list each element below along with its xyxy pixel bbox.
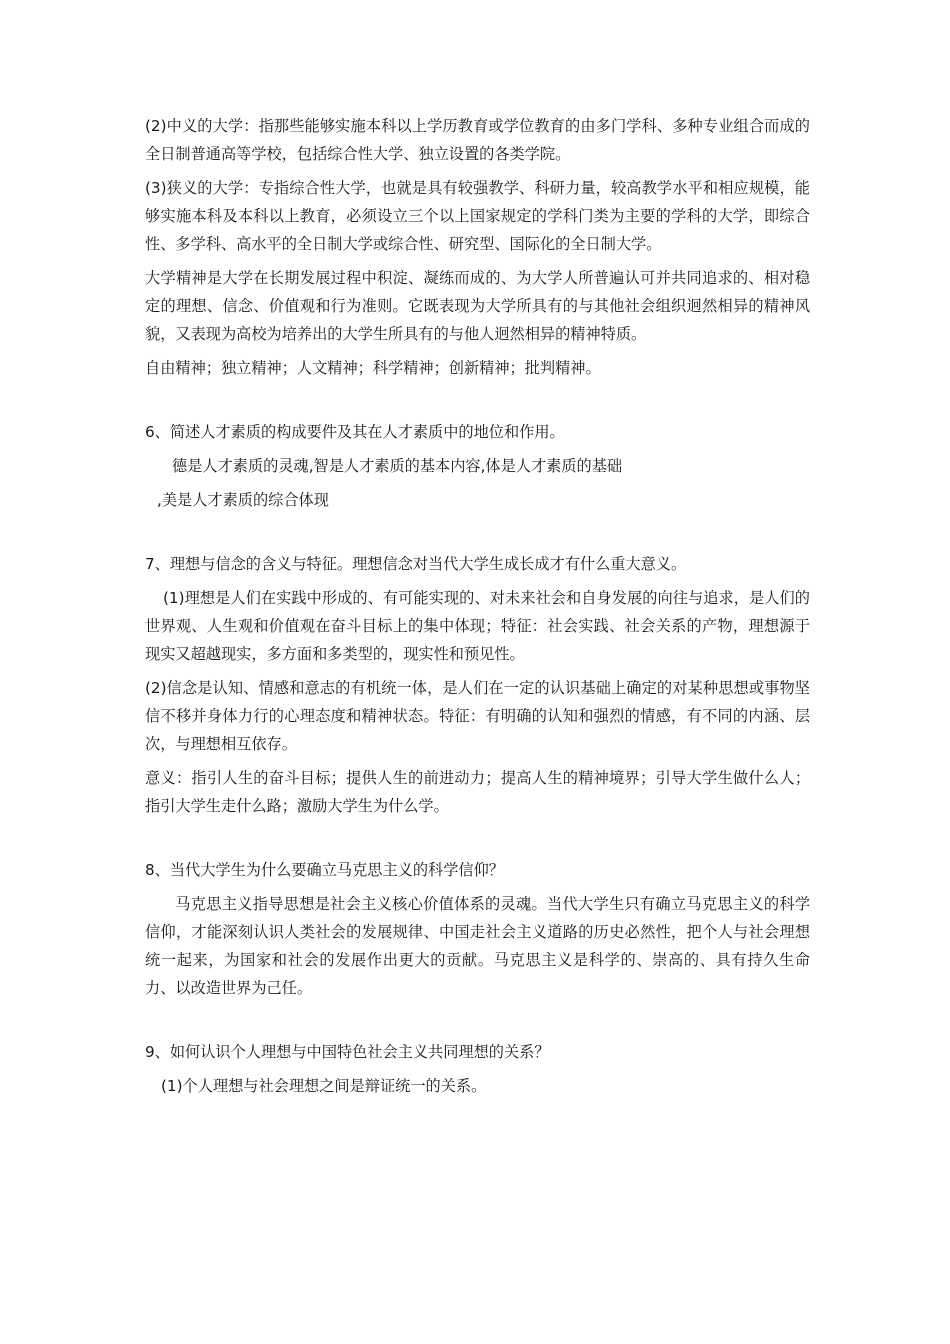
question-9: 9、如何认识个人理想与中国特色社会主义共同理想的关系？: [145, 1043, 550, 1061]
question-8: 8、当代大学生为什么要确立马克思主义的科学信仰？: [145, 861, 504, 879]
answer-7-belief: (2)信念是认知、情感和意志的有机统一体，是人们在一定的认识基础上确定的对某种思想或事物坚信不移并身体力行的心理态度和精神状态。特征：有明确的认知和强烈的情感，有不同的内涵、层次，与理想相互依存。: [145, 679, 810, 753]
answer-7-ideal: [145, 584, 810, 668]
question-7: 7、理想与信念的含义与特征。理想信念对当代大学生成长成才有什么重大意义。: [145, 555, 687, 573]
answer-6-line-1: 德是人才素质的灵魂,智是人才素质的基本内容,体是人才素质的基础: [172, 457, 623, 475]
paragraph-university-spirit: 大学精神是大学在长期发展过程中积淀、凝练而成的、为大学人所普遍认可并共同追求的、相对稳定的理想、信念、价值观和行为准则。它既表现为大学所具有的与其他社会组织迥然相异的精神风貌，又表现为高校为培养出的大学生所具有的与他人迥然相异的精神特质。: [145, 269, 810, 343]
document-body: [145, 112, 810, 1100]
answer-6-line-2: ,美是人才素质的综合体现: [157, 491, 329, 509]
paragraph-spirit-list: 自由精神；独立精神；人文精神；科学精神；创新精神；批判精神。: [145, 359, 601, 377]
paragraph-middle-definition: (2)中义的大学：指那些能够实施本科以上学历教育或学位教育的由多门学科、多种专业组合而成的全日制普通高等学校，包括综合性大学、独立设置的各类学院。: [145, 117, 810, 163]
answer-7-significance: 意义：指引人生的奋斗目标；提供人生的前进动力；提高人生的精神境界；引导大学生做什么人；指引大学生走什么路；激励大学生为什么学。: [145, 769, 810, 815]
paragraph-narrow-definition: (3)狭义的大学：专指综合性大学，也就是具有较强教学、科研力量，较高教学水平和相应规模，能够实施本科及本科以上教育，必须设立三个以上国家规定的学科门类为主要的学科的大学，即综合性、多学科、高水平的全日制大学或综合性、研究型、国际化的全日制大学。: [145, 179, 810, 253]
answer-9-line-1: (1)个人理想与社会理想之间是辩证统一的关系。: [161, 1077, 487, 1095]
answer-8: [145, 890, 810, 1002]
answer-7-ideal-text: (1)理想是人们在实践中形成的、有可能实现的、对未来社会和自身发展的向往与追求，是人们的世界观、人生观和价值观在奋斗目标上的集中体现；特征：社会实践、社会关系的产物，理想源于现实又超越现实，多方面和多类型的，现实性和预见性。: [145, 589, 810, 663]
answer-8-text: 马克思主义指导思想是社会主义核心价值体系的灵魂。当代大学生只有确立马克思主义的科学信仰，才能深刻认识人类社会的发展规律、中国走社会主义道路的历史必然性，把个人与社会理想统一起来，为国家和社会的发展作出更大的贡献。马克思主义是科学的、崇高的、具有持久生命力、以改造世界为己任。: [145, 895, 810, 997]
question-6: 6、简述人才素质的构成要件及其在人才素质中的地位和作用。: [145, 423, 565, 441]
